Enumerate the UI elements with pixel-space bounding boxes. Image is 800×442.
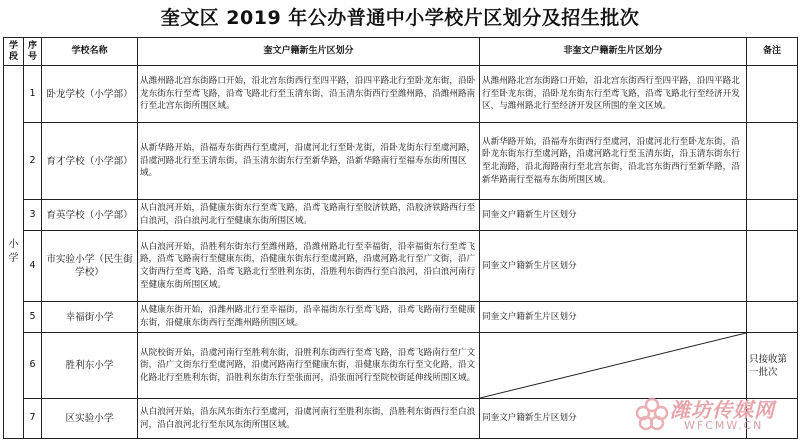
row-no: 6 bbox=[24, 333, 42, 399]
school-district-table bbox=[3, 37, 798, 439]
table-row bbox=[4, 231, 798, 302]
row-no: 3 bbox=[24, 200, 42, 231]
row-no: 2 bbox=[24, 123, 42, 200]
remark bbox=[747, 66, 798, 123]
remark bbox=[747, 231, 798, 302]
school-name: 胜利东小学 bbox=[42, 333, 138, 399]
nonlocal-district: 从潍州路北宫东街路口开始，沿北宫东街西行至四平路，沿四平路北行至卧龙东街，沿卧龙东街东行至鸢飞路，沿鸢飞路北行至经济开发区，与潍州路北行至经济开发区所围的奎文区域。 bbox=[480, 66, 747, 123]
table-row bbox=[4, 200, 798, 231]
nonlocal-district: 同奎文户籍新生片区划分 bbox=[480, 302, 747, 333]
page-title: 奎文区 2019 年公办普通中小学校片区划分及招生批次 bbox=[160, 7, 640, 29]
header-remark: 备注 bbox=[747, 38, 798, 66]
header-stage: 学段 bbox=[4, 38, 24, 66]
local-district: 从健康东街开始，沿潍州路北行至幸福街，沿幸福街东行至鸢飞路，沿鸢飞路南行至健康东街，沿健康东街西行至潍州路所围区域。 bbox=[138, 302, 480, 333]
row-no: 5 bbox=[24, 302, 42, 333]
remark bbox=[747, 302, 798, 333]
table-row bbox=[4, 333, 798, 399]
local-district: 从新华路开始，沿福寿东街西行至虞河，沿虞河北行至卧龙街，沿卧龙街东行至虞河路，沿虞河路北行至玉清东街，沿玉清东街东行至新华路，沿新华路南行至福寿东街所围区域。 bbox=[138, 123, 480, 200]
nonlocal-district: 从新华路开始，沿福寿东街西行至虞河，沿虞河北行至卧龙东街，沿卧龙东街东行至虞河路，沿虞河路北行至玉清东街，沿玉清东街东行至北海路，沿北海路南行至北宫东街，沿北宫东街西行至新华路，沿新华路南行至福寿东街所围区域。 bbox=[480, 123, 747, 200]
table-header-row bbox=[4, 38, 798, 66]
remark bbox=[747, 399, 798, 439]
local-district: 从潍州路北宫东街路口开始，沿北宫东街西行至四平路，沿四平路北行至卧龙东街，沿卧龙东街东行至鸢飞路，沿鸢飞路北行至玉清东街，沿玉清东街西行至潍州路，沿潍州路南行至北宫东街所围区域。 bbox=[138, 66, 480, 123]
school-name: 区实验小学 bbox=[42, 399, 138, 439]
stage-cell: 小学 bbox=[4, 66, 24, 439]
header-local: 奎文户籍新生片区划分 bbox=[138, 38, 480, 66]
nonlocal-district-empty bbox=[480, 333, 747, 399]
school-name: 育才学校（小学部） bbox=[42, 123, 138, 200]
row-no: 4 bbox=[24, 231, 42, 302]
watermark-url: WFCMW.CN bbox=[684, 419, 764, 432]
table-row bbox=[4, 399, 798, 439]
table-row bbox=[4, 123, 798, 200]
remark bbox=[747, 123, 798, 200]
header-school: 学校名称 bbox=[42, 38, 138, 66]
nonlocal-district: 同奎文户籍新生片区划分 bbox=[480, 200, 747, 231]
row-no: 7 bbox=[24, 399, 42, 439]
header-nonlocal: 非奎文户籍新生片区划分 bbox=[480, 38, 747, 66]
diagonal-strike-line bbox=[480, 333, 746, 398]
table-row bbox=[4, 302, 798, 333]
row-no: 1 bbox=[24, 66, 42, 123]
local-district: 从院校街开始，沿虞河南行至胜利东街，沿胜利东街西行至鸢飞路，沿鸢飞路南行至广文街，沿广文街东行至虞河路，沿虞河路南行至健康东街，沿健康东街东行至文化路，沿文化路北行至胜利东街，沿胜利东街东行至张面河，沿张面河行至院校街延伸线所围区域。 bbox=[138, 333, 480, 399]
remark: 只接收第一批次 bbox=[747, 333, 798, 399]
nonlocal-district: 同奎文户籍新生片区划分 bbox=[480, 399, 747, 439]
watermark-text: 潍坊传媒网 bbox=[670, 398, 775, 422]
table-row bbox=[4, 66, 798, 123]
school-name: 幸福街小学 bbox=[42, 302, 138, 333]
school-name: 卧龙学校（小学部） bbox=[42, 66, 138, 123]
remark bbox=[747, 200, 798, 231]
local-district: 从白浪河开始，沿健康东街东行至鸢飞路，沿鸢飞路南行至胶济铁路，沿胶济铁路西行至白浪河，沿白浪河北行至健康东街所围区域。 bbox=[138, 200, 480, 231]
header-no: 序号 bbox=[24, 38, 42, 66]
school-name: 市实验小学（民生街学校） bbox=[42, 231, 138, 302]
local-district: 从白浪河开始，沿东风东街东行至虞河，沿虞河南行至胜利东街，沿胜利东街西行至白浪河，沿白浪河北行至东风东街所围区域。 bbox=[138, 399, 480, 439]
local-district: 从白浪河开始，沿胜利东街东行至潍州路，沿潍州路北行至幸福街，沿幸福街东行至鸢飞路，沿鸢飞路南行至健康东街，沿健康东街东行至虞河路，沿虞河路北行至广文街，沿广文街西行至鸢飞路，沿鸢飞路北行至胜利东街，沿胜利东街西行至白浪河，沿白浪河南行至健康东街所围区域。 bbox=[138, 231, 480, 302]
school-name: 育英学校（小学部） bbox=[42, 200, 138, 231]
nonlocal-district: 同奎文户籍新生片区划分 bbox=[480, 231, 747, 302]
